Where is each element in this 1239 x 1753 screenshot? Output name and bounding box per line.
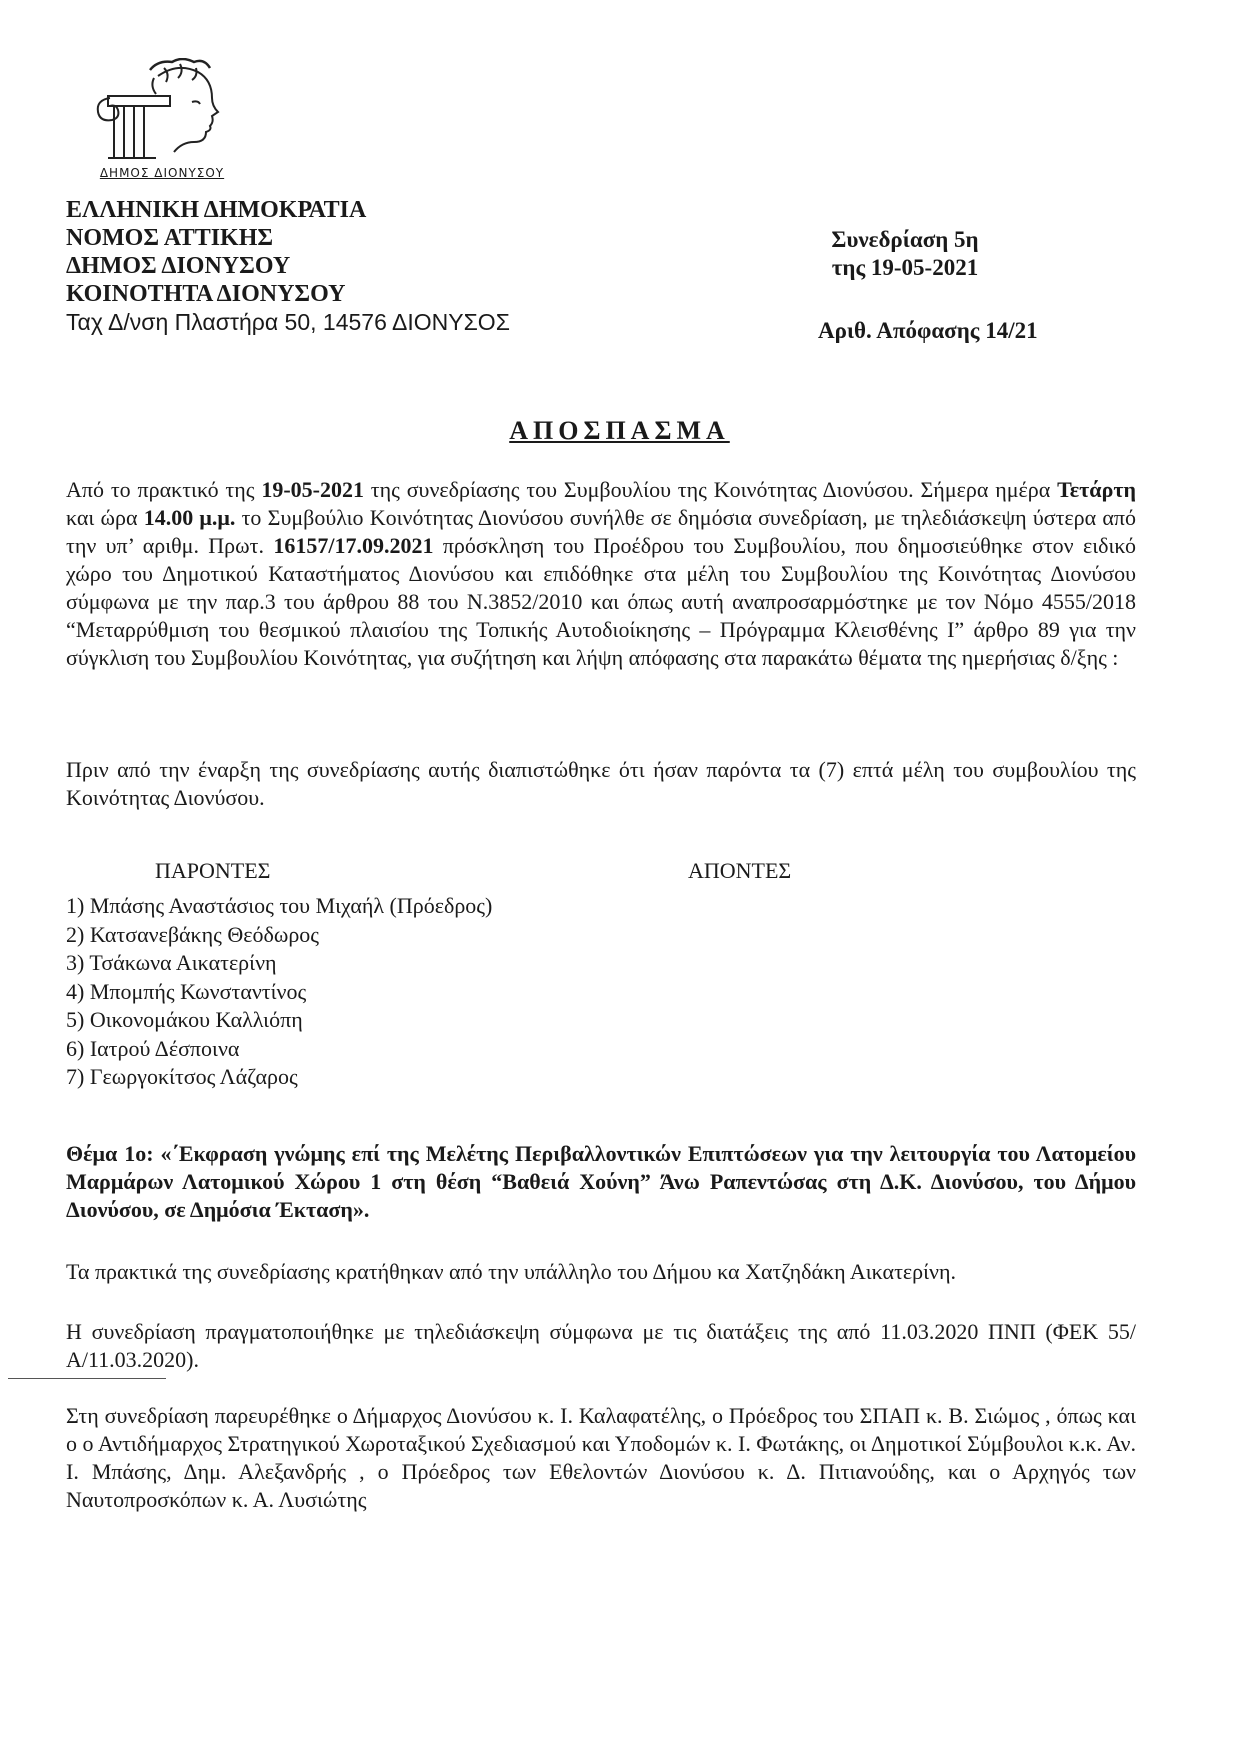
issuer-header — [66, 196, 510, 336]
intro-paragraph — [66, 476, 1136, 672]
list-item: 2) Κατσανεβάκης Θεόδωρος — [66, 921, 320, 947]
header-line-community: ΚΟΙΝΟΤΗΤΑ ΔΙΟΝΥΣΟΥ — [66, 281, 346, 307]
meeting-info — [820, 226, 990, 282]
intro-text: της συνεδρίασης του Συμβουλίου της Κοινότητας Διονύσου. Σήμερα ημέρα — [363, 477, 1058, 502]
intro-protocol-number: 16157/17.09.2021 — [273, 533, 434, 558]
list-item: 3) Τσάκωνα Αικατερίνη — [66, 950, 277, 975]
agenda-topic: Θέμα 1ο: «΄Εκφραση γνώμης επί της Μελέτης Περιβαλλοντικών Επιπτώσεων για την λειτουργία του Λατομείου Μαρμάρων Λατομικού Χώρου 1 στη θέση “Βαθειά Χούνη” Άνω Ραπεντώσας στη Δ.Κ. Διονύσου, του Δήμου Διονύσου, σε Δημόσια Έκταση». — [66, 1141, 1136, 1222]
absent-heading: ΑΠΟΝΤΕΣ — [688, 858, 792, 883]
present-heading: ΠΑΡΟΝΤΕΣ — [155, 858, 271, 883]
document-title: ΑΠΟΣΠΑΣΜΑ — [509, 416, 730, 445]
attendees-paragraph: Στη συνεδρίαση παρευρέθηκε ο Δήμαρχος Διονύσου κ. Ι. Καλαφατέλης, ο Πρόεδρος του ΣΠΑΠ κ. Β. Σιώμος , όπως και ο ο Αντιδήμαρχος Στρατηγικού Χωροταξικού Σχεδιασμού και Υποδομών κ. Ι. Φωτάκης, οι Δημοτικοί Σύμβουλοι κ.κ. Αν. Ι. Μπάσης, Δημ. Αλεξανδρής , ο Πρόεδρος των Εθελοντών Διονύσου κ. Δ. Πιτιανούδης, και ο Αρχηγός των Ναυτοπροσκόπων κ. Α. Λυσιώτης — [66, 1403, 1136, 1512]
intro-text: το Συμβούλιο Κοινότητας Διονύσου συνήλθε σε δημόσια συνεδρίαση, με τηλεδιάσκεψη ύστερα από την υπ’ αριθμ. Πρωτ. — [66, 505, 1136, 558]
intro-text: Από το πρακτικό της — [66, 477, 262, 502]
decision-number: Αριθ. Απόφασης 14/21 — [818, 318, 1038, 343]
meeting-session: Συνεδρίαση 5η — [831, 227, 979, 252]
dionysos-head-logo-icon — [88, 58, 236, 168]
intro-time: 14.00 μ.μ. — [143, 505, 236, 530]
meeting-date: της 19-05-2021 — [831, 255, 979, 280]
header-line-municipality: ΔΗΜΟΣ ΔΙΟΝΥΣΟΥ — [66, 253, 291, 279]
teleconference-paragraph: Η συνεδρίαση πραγματοποιήθηκε με τηλεδιάσκεψη σύμφωνα με τις διατάξεις της από 11.03.2020 ΠΝΠ (ΦΕΚ 55/Α/11.03.2020). — [66, 1319, 1136, 1372]
divider — [8, 1378, 166, 1379]
header-address: Ταχ Δ/νση Πλαστήρα 50, 14576 ΔΙΟΝΥΣΟΣ — [66, 309, 510, 335]
list-item: 4) Μπομπής Κωνσταντίνος — [66, 978, 307, 1004]
intro-weekday: Τετάρτη — [1057, 477, 1136, 502]
list-item: 5) Οικονομάκου Καλλιόπη — [66, 1007, 303, 1032]
logo-caption: ΔΗΜΟΣ ΔΙΟΝΥΣΟΥ — [99, 166, 225, 180]
intro-text: πρόσκληση του Προέδρου του Συμβουλίου, που δημοσιεύθηκε στον ειδικό χώρο του Δημοτικού Καταστήματος Διονύσου και επιδόθηκε στα μέλη του Συμβουλίου της Κοινότητας Διονύσου σύμφωνα με την παρ.3 του άρθρου 88 του Ν.3852/2010 και όπως αυτή αναπροσαρμόστηκε με τον Νόμο 4555/2018 “Μεταρρύθμιση του θεσμικού πλαισίου της Τοπικής Αυτοδιοίκησης – Πρόγραμμα Κλεισθένης Ι” άρθρο 89 για την σύγκλιση του Συμβουλίου Κοινότητας, για συζήτηση και λήψη απόφασης στα παρακάτω θέματα της ημερήσιας δ/ξης : — [66, 533, 1137, 670]
quorum-paragraph: Πριν από την έναρξη της συνεδρίασης αυτής διαπιστώθηκε ότι ήσαν παρόντα τα (7) επτά μέλη του συμβουλίου της Κοινότητας Διονύσου. — [66, 757, 1136, 810]
intro-text: και ώρα — [66, 505, 144, 530]
list-item: 6) Ιατρού Δέσποινα — [66, 1035, 240, 1061]
list-item: 1) Μπάσης Αναστάσιος του Μιχαήλ (Πρόεδρος) — [66, 893, 493, 918]
list-item: 7) Γεωργοκίτσος Λάζαρος — [66, 1064, 298, 1089]
minutes-paragraph: Τα πρακτικά της συνεδρίασης κρατήθηκαν από την υπάλληλο του Δήμου κα Χατζηδάκη Αικατερίνη. — [66, 1259, 957, 1284]
present-members-list — [66, 892, 492, 1092]
header-line-republic: ΕΛΛΗΝΙΚΗ ΔΗΜΟΚΡΑΤΙΑ — [66, 197, 367, 223]
header-line-prefecture: ΝΟΜΟΣ ΑΤΤΙΚΗΣ — [66, 225, 274, 251]
intro-date: 19-05-2021 — [261, 477, 364, 502]
